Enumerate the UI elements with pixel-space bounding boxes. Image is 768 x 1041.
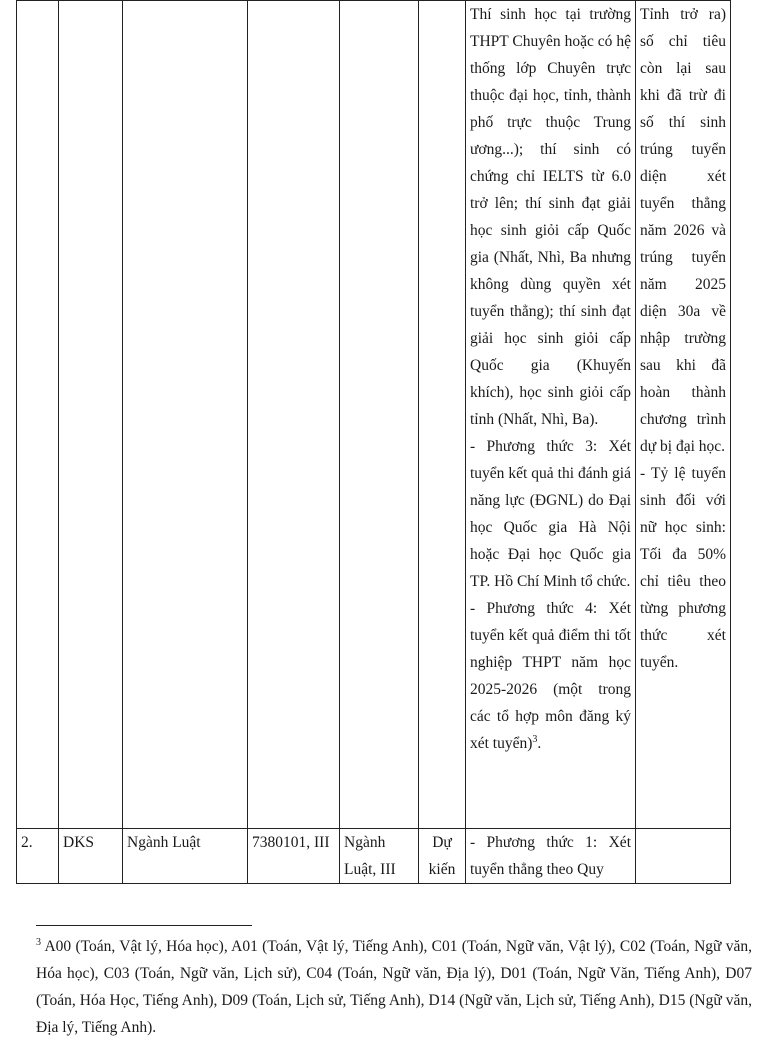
footnote bbox=[36, 933, 752, 1041]
table-row bbox=[17, 1, 731, 829]
major-group-cell bbox=[340, 1, 419, 829]
status-cell: Dự kiến bbox=[419, 829, 466, 884]
admission-method-cell bbox=[466, 1, 636, 829]
major-name-cell: Ngành Luật bbox=[123, 829, 248, 884]
method-4-text bbox=[470, 595, 631, 757]
admission-table bbox=[16, 0, 731, 884]
index-cell: 2. bbox=[17, 829, 59, 884]
major-code-cell: 7380101, III bbox=[248, 829, 340, 884]
school-code-cell bbox=[59, 1, 123, 829]
footnote-divider bbox=[36, 925, 252, 926]
major-group-cell: Ngành Luật, III bbox=[340, 829, 419, 884]
note-cell bbox=[636, 829, 731, 884]
footnote-ref: 3 bbox=[532, 733, 538, 745]
method-4-end: . bbox=[537, 735, 542, 752]
method-4-body: - Phương thức 4: Xét tuyển kết quả điểm thi tốt nghiệp THPT năm học 2025-2026 (một trong các tổ hợp môn đăng ký xét tuyển) bbox=[470, 600, 631, 752]
table-row bbox=[17, 829, 731, 884]
status-cell bbox=[419, 1, 466, 829]
major-code-cell bbox=[248, 1, 340, 829]
note-text-b: - Tỷ lệ tuyển sinh đối với nữ học sinh: Tối đa 50% chỉ tiêu theo từng phương thức xét tuyển. bbox=[640, 465, 726, 671]
index-cell bbox=[17, 1, 59, 829]
footnote-number: 3 bbox=[36, 936, 41, 948]
admission-method-cell: - Phương thức 1: Xét tuyển thẳng theo Quy bbox=[466, 829, 636, 884]
major-name-cell bbox=[123, 1, 248, 829]
note-text-a: Tỉnh trở ra) số chỉ tiêu còn lại sau khi đã trừ đi số thí sinh trúng tuyển diện xét tuyển thẳng năm 2026 và trúng tuyển năm 2025 diện 30a về nhập trường sau khi đã hoàn thành chương trình dự bị đại học. bbox=[640, 6, 726, 455]
method-3-text: - Phương thức 3: Xét tuyển kết quả thi đánh giá năng lực (ĐGNL) do Đại học Quốc gia Hà Nội hoặc Đại học Quốc gia TP. Hồ Chí Minh tổ chức. bbox=[470, 438, 631, 590]
footnote-text: A00 (Toán, Vật lý, Hóa học), A01 (Toán, Vật lý, Tiếng Anh), C01 (Toán, Ngữ văn, Vật lý), C02 (Toán, Ngữ văn, Hóa học), C03 (Toán, Ngữ văn, Lịch sử), C04 (Toán, Ngữ văn, Địa lý), D01 (Toán, Ngữ Văn, Tiếng Anh), D07 (Toán, Hóa Học, Tiếng Anh), D09 (Toán, Lịch sử, Tiếng Anh), D14 (Ngữ văn, Lịch sử, Tiếng Anh), D15 (Ngữ văn, Địa lý, Tiếng Anh). bbox=[36, 938, 752, 1036]
note-cell bbox=[636, 1, 731, 829]
school-code-cell: DKS bbox=[59, 829, 123, 884]
method-text-a: Thí sinh học tại trường THPT Chuyên hoặc có hệ thống lớp Chuyên trực thuộc đại học, tỉnh, thành phố trực thuộc Trung ương...); thí sinh có chứng chỉ IELTS từ 6.0 trở lên; thí sinh đạt giải học sinh giỏi cấp Quốc gia (Nhất, Nhì, Ba nhưng không dùng quyền xét tuyển thẳng); thí sinh đạt giải học sinh giỏi cấp Quốc gia (Khuyến khích), học sinh giỏi cấp tỉnh (Nhất, Nhì, Ba). bbox=[470, 6, 631, 428]
